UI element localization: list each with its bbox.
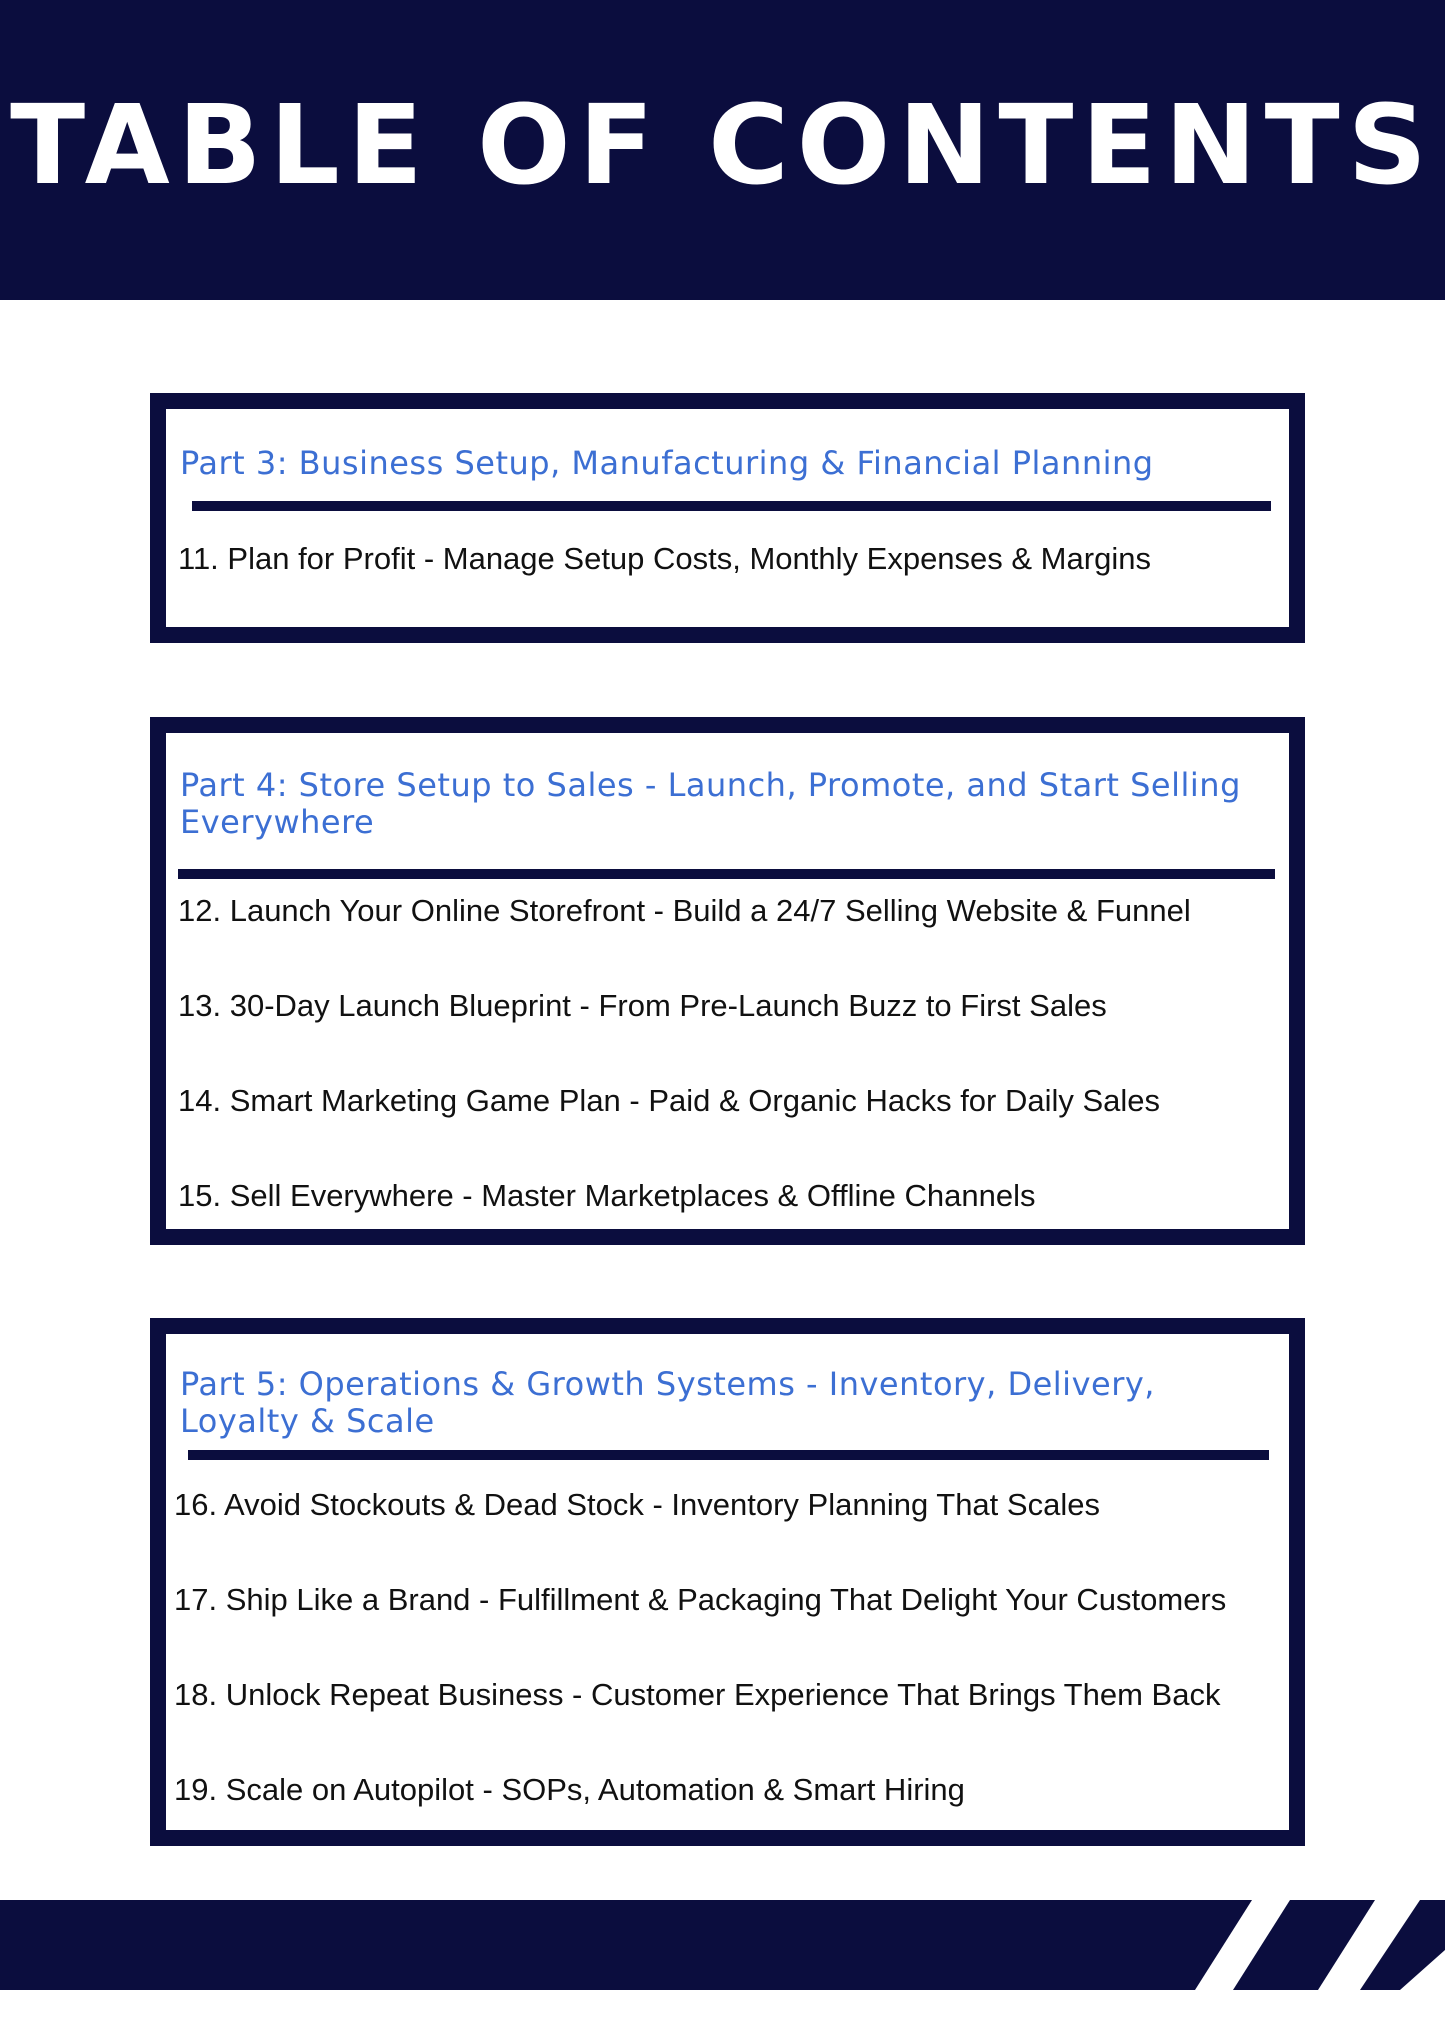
part-4-box [150,717,1305,1245]
toc-item-14[interactable]: 14. Smart Marketing Game Plan - Paid & Organic Hacks for Daily Sales [178,1083,1161,1118]
toc-item-15[interactable]: 15. Sell Everywhere - Master Marketplaces & Offline Channels [178,1178,1036,1213]
toc-item-16[interactable]: 16. Avoid Stockouts & Dead Stock - Inventory Planning That Scales [174,1487,1100,1522]
part-5-box [150,1318,1305,1846]
part-3-divider [192,501,1271,511]
footer-bar [0,1900,1252,1990]
toc-item-13[interactable]: 13. 30-Day Launch Blueprint - From Pre-Launch Buzz to First Sales [178,988,1107,1023]
part-3-title: Part 3: Business Setup, Manufacturing & Financial Planning [180,444,1154,482]
footer-stripe-2 [1360,1900,1445,1990]
part-5-title: Part 5: Operations & Growth Systems - Inventory, Delivery, Loyalty & Scale [180,1365,1155,1440]
part-4-title: Part 4: Store Setup to Sales - Launch, Promote, and Start Selling Everywhere [180,766,1241,841]
toc-item-18[interactable]: 18. Unlock Repeat Business - Customer Experience That Brings Them Back [174,1677,1221,1712]
toc-item-19[interactable]: 19. Scale on Autopilot - SOPs, Automation & Smart Hiring [174,1772,965,1807]
part-4-divider [178,869,1275,879]
toc-item-17[interactable]: 17. Ship Like a Brand - Fulfillment & Packaging That Delight Your Customers [174,1582,1227,1617]
footer-stripe-1 [1233,1900,1375,1990]
part-5-divider [188,1450,1269,1460]
page-title: TABLE OF CONTENTS [10,81,1435,209]
part-3-box [150,393,1305,643]
toc-item-11[interactable]: 11. Plan for Profit - Manage Setup Costs, Monthly Expenses & Margins [178,541,1151,576]
footer-band [0,1900,1445,1990]
page-header [0,0,1445,300]
toc-item-12[interactable]: 12. Launch Your Online Storefront - Build a 24/7 Selling Website & Funnel [178,893,1191,928]
